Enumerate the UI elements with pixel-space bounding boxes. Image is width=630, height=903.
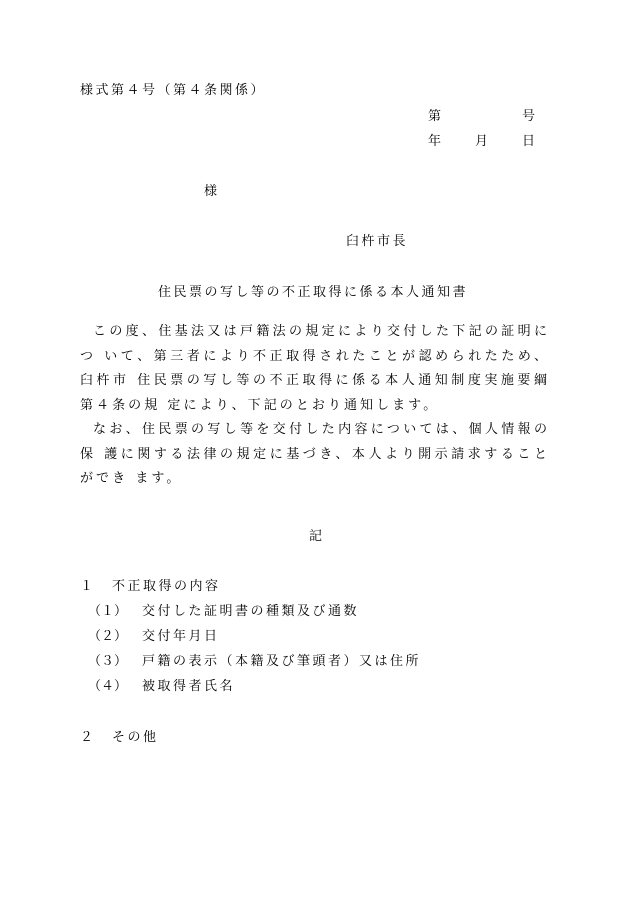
number-suffix: 号: [522, 109, 536, 124]
item-3-number: （３）: [88, 654, 128, 669]
section-2-heading: その他: [112, 730, 159, 745]
form-label: 様式第４号（第４条関係）: [80, 83, 267, 98]
item-2-text: 交付年月日: [142, 629, 220, 644]
item-1-number: （１）: [88, 604, 128, 619]
sender-name: 臼杵市長: [346, 234, 409, 249]
body-paragraph-2: なお、住民票の写し等を交付した内容については、個人情報の保 護に関する法律の規定に基づき、本人より開示請求することができ ます。: [80, 422, 550, 487]
ki-heading: 記: [309, 529, 323, 544]
section-2-number: ２: [80, 730, 94, 745]
date-year: 年: [428, 134, 442, 149]
item-3-text: 戸籍の表示（本籍及び筆頭者）又は住所: [142, 654, 422, 669]
number-prefix: 第: [428, 109, 442, 124]
section-1-number: １: [80, 579, 94, 594]
document-title: 住民票の写し等の不正取得に係る本人通知書: [158, 285, 469, 300]
date-month: 月: [475, 134, 489, 149]
item-1-text: 交付した証明書の種類及び通数: [142, 604, 360, 619]
item-2-number: （２）: [88, 629, 128, 644]
item-4-number: （４）: [88, 679, 128, 694]
recipient-honorific: 様: [204, 184, 218, 199]
item-4-text: 被取得者氏名: [142, 679, 236, 694]
body-paragraph-1: この度、住基法又は戸籍法の規定により交付した下記の証明につ いて、第三者により不正取得されたことが認められたため、臼杵市 住民票の写し等の不正取得に係る本人通知制度実施要綱第４条の規 定により、下記のとおり通知します。: [80, 324, 550, 413]
section-1-heading: 不正取得の内容: [112, 579, 221, 594]
date-day: 日: [522, 134, 536, 149]
